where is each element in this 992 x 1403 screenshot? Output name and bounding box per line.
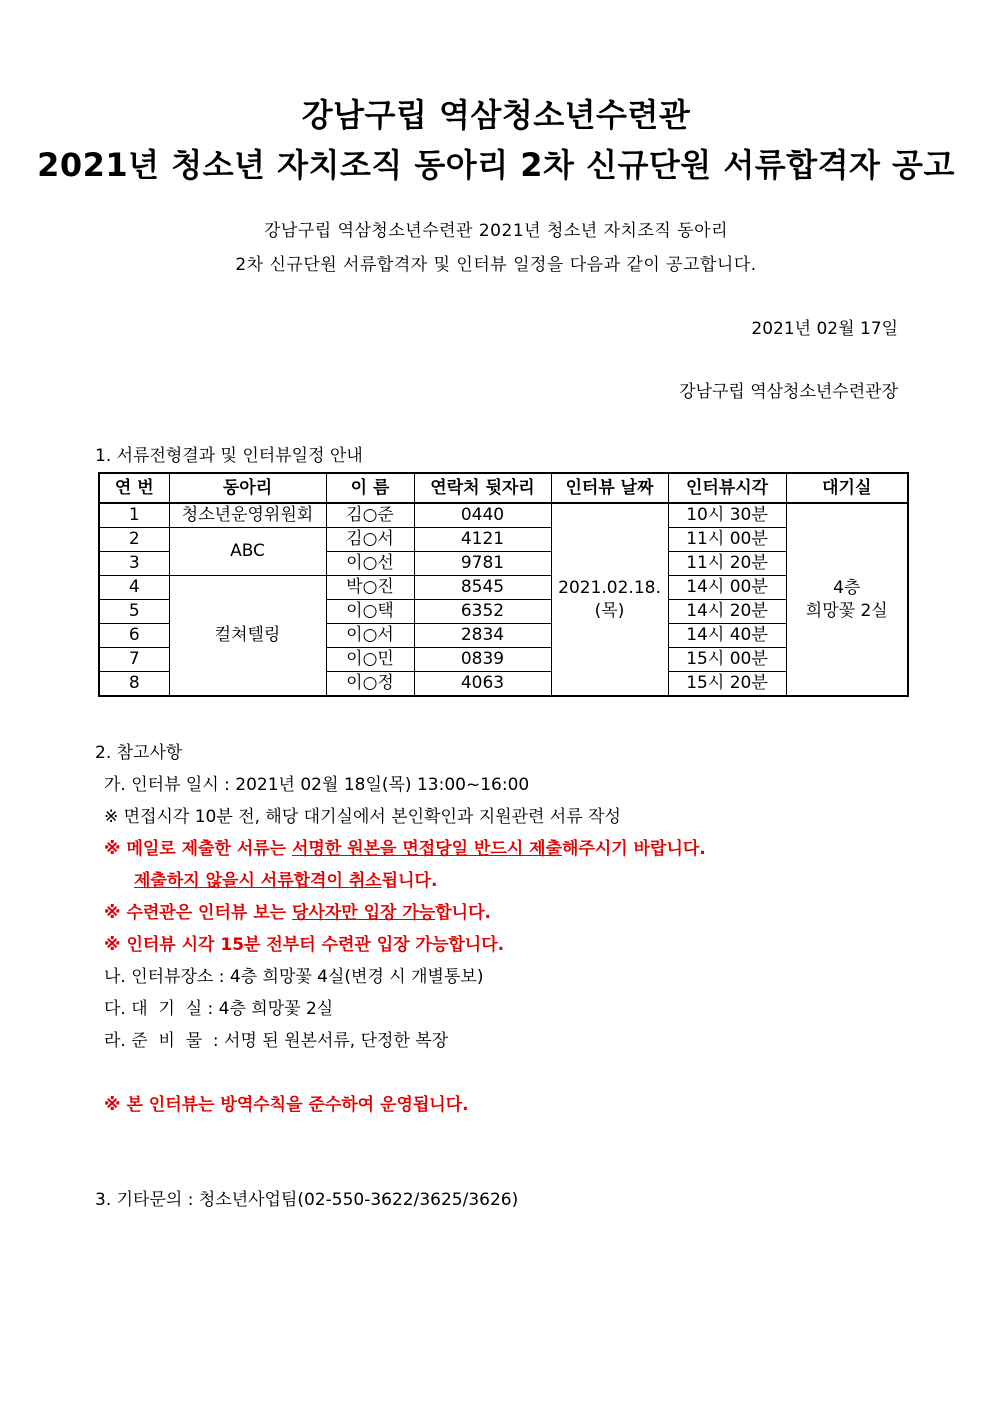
- cell-time: 11시 00분: [668, 528, 786, 552]
- signer: 강남구립 역삼청소년수련관장: [679, 382, 898, 402]
- col-header-interview-date: 인터뷰 날짜: [551, 473, 668, 503]
- interview-date-text: 2021.02.18.: [558, 577, 661, 598]
- note-entry-emphasis: 당사자만 입장 가능: [292, 903, 436, 923]
- waiting-room-name: 희망꽃 2실: [805, 600, 888, 621]
- cell-name: 이○택: [326, 600, 414, 624]
- page-title: 강남구립 역삼청소년수련관: [301, 96, 691, 134]
- cell-name: 김○준: [326, 503, 414, 528]
- cell-waiting-room: [786, 503, 908, 696]
- note-cancellation: [134, 866, 437, 891]
- col-header-name: 이 름: [326, 473, 414, 503]
- interview-location: 나. 인터뷰장소 : 4층 희망꽃 4실(변경 시 개별통보): [104, 967, 484, 987]
- cell-time: 10시 30분: [668, 503, 786, 528]
- cell-club: ABC: [169, 528, 326, 576]
- cell-no: 1: [99, 503, 169, 528]
- cell-club: 컬쳐텔링: [169, 576, 326, 697]
- cell-phone: 8545: [414, 576, 551, 600]
- cell-name: 이○선: [326, 552, 414, 576]
- announcement-date: 2021년 02월 17일: [751, 319, 898, 339]
- col-header-no: 연 번: [99, 473, 169, 503]
- note-cancellation-emphasis: 제출하지 않을시 서류합격이 취소: [134, 871, 382, 891]
- cell-phone: 9781: [414, 552, 551, 576]
- cell-time: 14시 40분: [668, 624, 786, 648]
- cell-phone: 6352: [414, 600, 551, 624]
- cell-interview-date: [551, 503, 668, 696]
- cell-no: 4: [99, 576, 169, 600]
- contact-info: 3. 기타문의 : 청소년사업팀(02-550-3622/3625/3626): [95, 1190, 519, 1210]
- note-original-docs-emphasis: 서명한 원본을 면접당일 반드시 제출: [292, 839, 563, 859]
- note-original-docs-prefix: ※ 메일로 제출한 서류는: [104, 839, 292, 859]
- cell-phone: 0839: [414, 648, 551, 672]
- col-header-waiting-room: 대기실: [786, 473, 908, 503]
- section1-heading: 1. 서류전형결과 및 인터뷰일정 안내: [95, 446, 363, 466]
- col-header-club: 동아리: [169, 473, 326, 503]
- cell-no: 7: [99, 648, 169, 672]
- cell-phone: 0440: [414, 503, 551, 528]
- cell-club: 청소년운영위원회: [169, 503, 326, 528]
- note-entry-prefix: ※ 수련관은 인터뷰 보는: [104, 903, 292, 923]
- cell-no: 2: [99, 528, 169, 552]
- note-original-docs-suffix: 해주시기 바랍니다.: [562, 839, 706, 859]
- table-header-row: [99, 473, 908, 503]
- cell-time: 14시 00분: [668, 576, 786, 600]
- interview-day-text: (목): [594, 600, 625, 621]
- cell-time: 14시 20분: [668, 600, 786, 624]
- col-header-interview-time: 인터뷰시각: [668, 473, 786, 503]
- note-entry-time: ※ 인터뷰 시각 15분 전부터 수련관 입장 가능합니다.: [104, 935, 505, 955]
- waiting-room-info: 다. 대 기 실 : 4층 희망꽃 2실: [104, 999, 334, 1019]
- col-header-phone: 연락처 뒷자리: [414, 473, 551, 503]
- intro-line-2: 2차 신규단원 서류합격자 및 인터뷰 일정을 다음과 같이 공고합니다.: [235, 255, 757, 275]
- page-subtitle: 2021년 청소년 자치조직 동아리 2차 신규단원 서류합격자 공고: [37, 146, 955, 184]
- note-quarantine: ※ 본 인터뷰는 방역수칙을 준수하여 운영됩니다.: [104, 1095, 469, 1115]
- table-row: [99, 503, 908, 528]
- preparation-items: 라. 준 비 물 : 서명 된 원본서류, 단정한 복장: [104, 1031, 449, 1051]
- note-cancellation-suffix: 됩니다.: [381, 871, 438, 891]
- intro-line-1: 강남구립 역삼청소년수련관 2021년 청소년 자치조직 동아리: [264, 221, 728, 241]
- schedule-table: [98, 472, 909, 697]
- note-entry-suffix: 합니다.: [435, 903, 491, 923]
- note-original-docs: [104, 834, 706, 859]
- cell-phone: 2834: [414, 624, 551, 648]
- note-entry-restriction: [104, 898, 491, 923]
- cell-time: 15시 00분: [668, 648, 786, 672]
- cell-name: 박○진: [326, 576, 414, 600]
- note-prep: ※ 면접시각 10분 전, 해당 대기실에서 본인확인과 지원관련 서류 작성: [104, 807, 621, 827]
- cell-no: 6: [99, 624, 169, 648]
- cell-name: 이○서: [326, 624, 414, 648]
- cell-no: 3: [99, 552, 169, 576]
- cell-time: 11시 20분: [668, 552, 786, 576]
- cell-name: 이○민: [326, 648, 414, 672]
- cell-no: 8: [99, 672, 169, 697]
- cell-name: 이○정: [326, 672, 414, 697]
- cell-phone: 4121: [414, 528, 551, 552]
- cell-phone: 4063: [414, 672, 551, 697]
- waiting-room-floor: 4층: [833, 577, 861, 598]
- section2-heading: 2. 참고사항: [95, 743, 183, 763]
- cell-time: 15시 20분: [668, 672, 786, 697]
- cell-no: 5: [99, 600, 169, 624]
- cell-name: 김○서: [326, 528, 414, 552]
- interview-datetime: 가. 인터뷰 일시 : 2021년 02월 18일(목) 13:00~16:00: [104, 775, 530, 795]
